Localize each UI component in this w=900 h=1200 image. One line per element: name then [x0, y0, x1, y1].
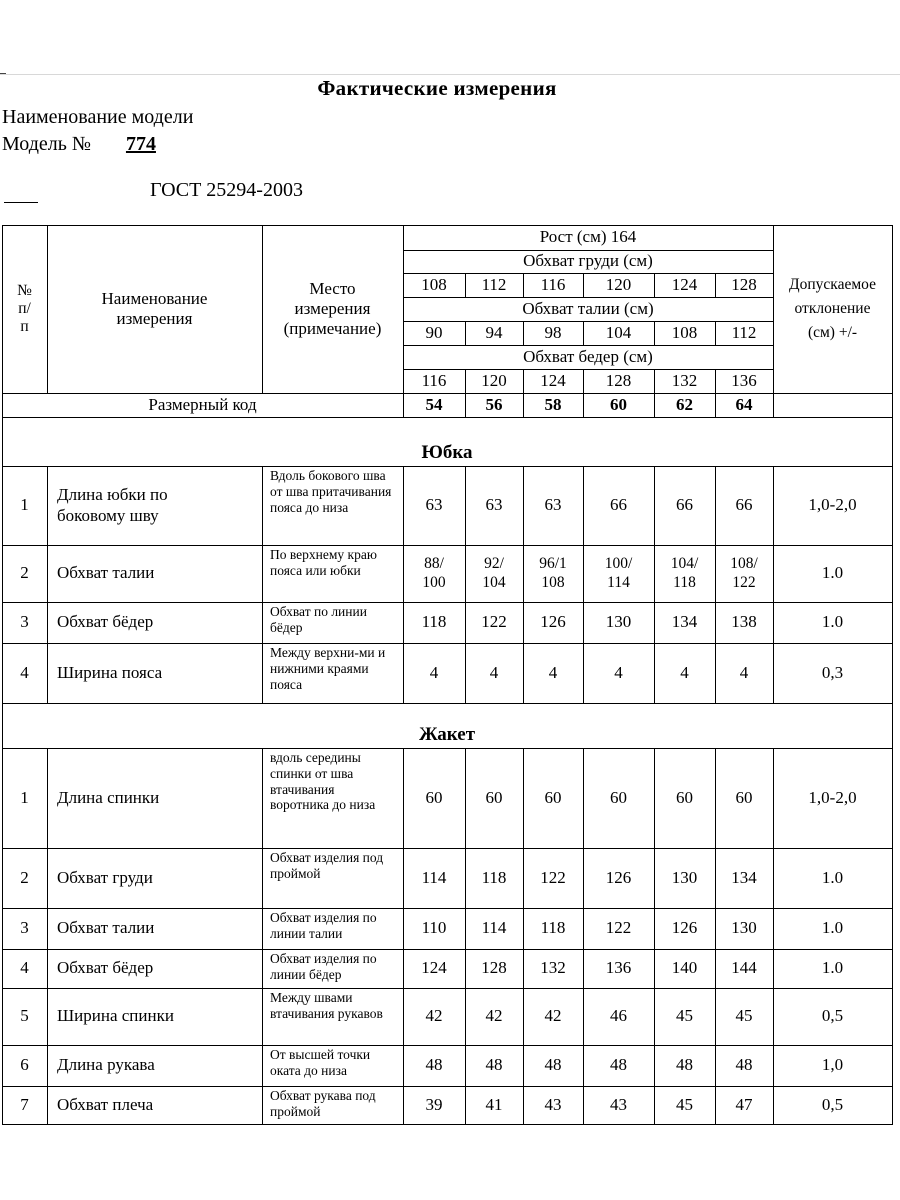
- size-code-label: Размерный код: [148, 394, 257, 414]
- row-value: 4: [489, 662, 499, 682]
- row-number: 3: [20, 612, 29, 632]
- size-code: 60: [610, 394, 627, 414]
- row-tolerance: 1.0: [821, 958, 844, 978]
- row-tolerance: 0,5: [821, 1094, 844, 1114]
- row-name: Обхват груди: [57, 867, 153, 887]
- chest-value: 108: [421, 274, 447, 294]
- row-value: 4: [548, 662, 558, 682]
- row-note: По верхнему краю пояса или юбки: [270, 547, 377, 578]
- row-tolerance: 1,0-2,0: [808, 787, 857, 807]
- row-value: 140: [671, 958, 698, 978]
- section-title: Юбка: [421, 441, 473, 463]
- row-value: 48: [735, 1055, 753, 1075]
- hips-value: 136: [731, 370, 757, 390]
- row-value: 130: [671, 867, 698, 887]
- row-value: 110: [421, 918, 447, 938]
- row-tolerance: 0,3: [821, 662, 844, 682]
- row-value: 4: [614, 662, 623, 682]
- table-rule: [47, 748, 48, 1124]
- row-name: Обхват талии: [57, 563, 155, 583]
- row-value: 66: [610, 495, 627, 515]
- row-value: 118: [421, 612, 447, 632]
- size-code: 54: [425, 394, 443, 414]
- row-name: Длина рукава: [57, 1055, 155, 1075]
- table-rule: [892, 703, 893, 1124]
- row-name: Обхват бёдер: [57, 958, 154, 978]
- row-value: 60: [735, 787, 753, 807]
- row-value: 126: [671, 918, 698, 938]
- hips-value: 128: [605, 370, 632, 390]
- row-value: 66: [676, 495, 693, 515]
- table-rule: [262, 466, 263, 703]
- row-number: 2: [20, 563, 29, 583]
- row-value: 108/ 122: [730, 555, 758, 591]
- chest-value: 120: [605, 274, 632, 294]
- page-title: Фактические измерения: [317, 76, 557, 100]
- model-name-label: Наименование модели: [2, 106, 194, 128]
- row-value: 124: [421, 958, 447, 978]
- row-value: 114: [481, 918, 507, 938]
- header-name: Наименование измерения: [101, 288, 208, 328]
- row-value: 130: [605, 612, 632, 632]
- row-value: 126: [540, 612, 566, 632]
- row-value: 60: [425, 787, 443, 807]
- row-note: От высшей точки оката до низа: [270, 1047, 371, 1078]
- row-tolerance: 0,5: [821, 1006, 844, 1026]
- row-note: вдоль середины спинки от шва втачивания воротника до низа: [270, 750, 376, 813]
- row-value: 122: [481, 612, 507, 632]
- header-height: Рост (см) 164: [539, 227, 637, 247]
- size-code: 58: [544, 394, 562, 414]
- row-value: 60: [544, 787, 562, 807]
- chest-value: 124: [671, 274, 698, 294]
- row-value: 63: [485, 495, 503, 515]
- row-value: 118: [540, 918, 566, 938]
- table-rule: [2, 1124, 893, 1125]
- row-note: Обхват изделия по линии бёдер: [270, 951, 377, 982]
- row-number: 3: [20, 918, 29, 938]
- row-value: 42: [544, 1006, 562, 1026]
- row-value: 48: [544, 1055, 562, 1075]
- row-value: 41: [485, 1094, 503, 1114]
- row-value: 60: [485, 787, 503, 807]
- header-tolerance: Допускаемое отклонение (см) +/-: [789, 275, 876, 341]
- header-place: Место измерения (примечание): [283, 278, 382, 339]
- row-value: 4: [429, 662, 439, 682]
- row-value: 122: [540, 867, 566, 887]
- row-number: 4: [20, 958, 29, 978]
- row-value: 60: [676, 787, 693, 807]
- row-value: 114: [421, 867, 447, 887]
- row-value: 45: [676, 1006, 693, 1026]
- row-note: Вдоль бокового шва от шва притачивания пояса до низа: [270, 468, 392, 515]
- row-value: 128: [481, 958, 507, 978]
- header-hips: Обхват бедер (см): [523, 346, 653, 366]
- table-rule: [262, 748, 263, 1124]
- hips-value: 116: [421, 370, 447, 390]
- section-title: Жакет: [418, 723, 476, 745]
- row-value: 48: [676, 1055, 693, 1075]
- waist-value: 108: [671, 322, 698, 342]
- model-number-value: 774: [125, 133, 156, 155]
- row-value: 63: [425, 495, 443, 515]
- row-note: Обхват изделия под проймой: [270, 850, 384, 881]
- chest-value: 112: [481, 274, 507, 294]
- row-value: 122: [605, 918, 632, 938]
- size-code: 64: [735, 394, 753, 414]
- row-value: 130: [731, 918, 757, 938]
- row-number: 5: [20, 1006, 29, 1026]
- size-code: 62: [676, 394, 693, 414]
- header-num: № п/ п: [17, 281, 32, 336]
- row-value: 134: [731, 867, 757, 887]
- row-name: Обхват бёдер: [57, 612, 154, 632]
- row-name: Длина юбки по боковому шву: [57, 485, 168, 525]
- row-note: Обхват по линии бёдер: [270, 604, 367, 635]
- hips-value: 120: [481, 370, 507, 390]
- row-number: 6: [20, 1055, 29, 1075]
- row-note: Между верхни-ми и нижними краями пояса: [270, 645, 386, 692]
- row-note: Между швами втачивания рукавов: [270, 990, 383, 1021]
- row-value: 4: [739, 662, 749, 682]
- row-value: 46: [610, 1006, 627, 1026]
- row-name: Ширина спинки: [57, 1006, 174, 1026]
- row-value: 63: [544, 495, 562, 515]
- hips-value: 132: [671, 370, 698, 390]
- row-value: 43: [544, 1094, 562, 1114]
- row-value: 96/1 108: [539, 555, 567, 591]
- row-value: 47: [735, 1094, 753, 1114]
- header-waist: Обхват талии (см): [522, 298, 654, 318]
- row-note: Обхват изделия по линии талии: [270, 910, 377, 941]
- row-value: 42: [425, 1006, 443, 1026]
- row-value: 132: [540, 958, 566, 978]
- row-value: 138: [731, 612, 757, 632]
- row-name: Ширина пояса: [57, 662, 163, 682]
- chest-value: 128: [731, 274, 757, 294]
- row-value: 45: [676, 1094, 693, 1114]
- waist-value: 94: [485, 322, 503, 342]
- row-value: 92/ 104: [482, 555, 506, 591]
- row-value: 134: [671, 612, 698, 632]
- chest-value: 116: [540, 274, 566, 294]
- row-number: 7: [20, 1094, 29, 1114]
- row-value: 126: [605, 867, 632, 887]
- row-tolerance: 1.0: [821, 612, 844, 632]
- row-value: 118: [481, 867, 507, 887]
- row-number: 4: [20, 662, 29, 682]
- header-chest: Обхват груди (см): [523, 251, 653, 271]
- row-value: 104/ 118: [670, 555, 699, 591]
- model-number-label: Модель №: [2, 133, 91, 155]
- row-number: 2: [20, 867, 29, 887]
- row-value: 48: [485, 1055, 503, 1075]
- row-tolerance: 1.0: [821, 918, 844, 938]
- waist-value: 112: [731, 322, 757, 342]
- row-value: 43: [610, 1094, 627, 1114]
- waist-value: 98: [544, 322, 562, 342]
- row-name: Обхват талии: [57, 918, 155, 938]
- row-value: 100/ 114: [604, 555, 633, 591]
- row-value: 48: [425, 1055, 443, 1075]
- row-name: Обхват плеча: [57, 1094, 154, 1114]
- row-tolerance: 1,0: [821, 1055, 844, 1075]
- row-value: 39: [425, 1094, 443, 1114]
- row-value: 4: [680, 662, 689, 682]
- row-value: 136: [605, 958, 632, 978]
- row-tolerance: 1.0: [821, 867, 844, 887]
- row-value: 48: [610, 1055, 627, 1075]
- row-value: 66: [735, 495, 753, 515]
- table-rule: [892, 225, 893, 417]
- row-note: Обхват рукава под проймой: [270, 1088, 376, 1119]
- row-value: 45: [735, 1006, 753, 1026]
- row-tolerance: 1.0: [821, 563, 844, 583]
- hips-value: 124: [540, 370, 566, 390]
- waist-value: 90: [425, 322, 443, 342]
- row-value: 42: [485, 1006, 503, 1026]
- row-value: 60: [610, 787, 627, 807]
- row-value: 88/ 100: [422, 555, 446, 591]
- row-name: Длина спинки: [57, 787, 160, 807]
- row-value: 144: [731, 958, 757, 978]
- waist-value: 104: [605, 322, 632, 342]
- size-code: 56: [485, 394, 503, 414]
- table-rule: [47, 466, 48, 703]
- row-number: 1: [20, 787, 29, 807]
- row-tolerance: 1,0-2,0: [808, 495, 857, 515]
- row-number: 1: [20, 495, 29, 515]
- gost-standard: ГОСТ 25294-2003: [150, 179, 303, 201]
